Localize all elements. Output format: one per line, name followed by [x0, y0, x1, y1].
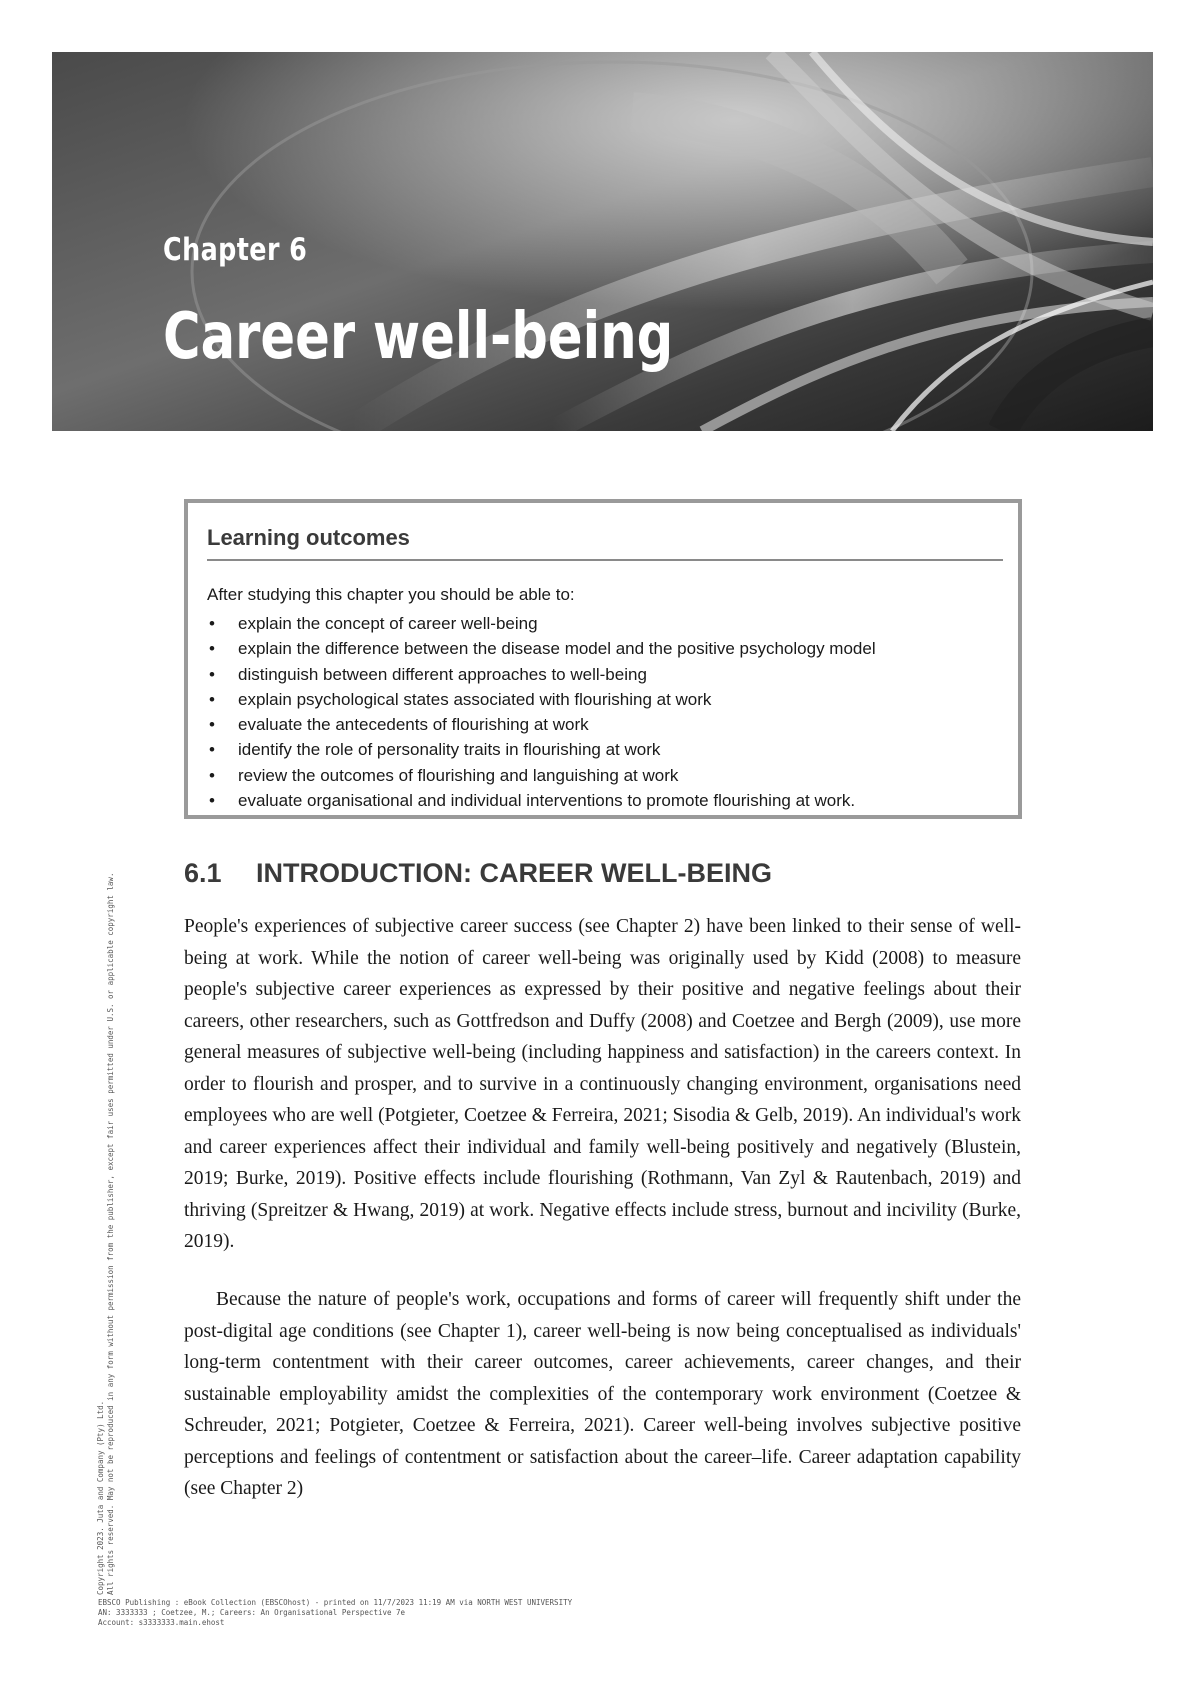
learning-outcomes-intro: After studying this chapter you should be able to: [207, 585, 575, 604]
learning-outcomes-heading: Learning outcomes [207, 525, 1003, 561]
list-item: • identify the role of personality traits in flourishing at work [207, 737, 876, 762]
list-item: • review the outcomes of flourishing and languishing at work [207, 763, 876, 788]
learning-outcomes-box [184, 499, 1022, 819]
copyright-notice [96, 873, 116, 1595]
copyright-line-2: All rights reserved. May not be reproduced in any form without permission from the publisher, except fair uses permitted under U.S. or applicable copyright law. [106, 872, 115, 1595]
section-title: INTRODUCTION: CAREER WELL-BEING [256, 858, 772, 888]
footer-line-3: Account: s3333333.main.ehost [98, 1618, 225, 1627]
learning-outcomes-list [207, 611, 876, 813]
footer-line-2: AN: 3333333 ; Coetzee, M.; Careers: An Organisational Perspective 7e [98, 1608, 406, 1617]
bullet-icon: • [209, 765, 215, 785]
section-number: 6.1 [184, 858, 222, 888]
footer-line-1: EBSCO Publishing : eBook Collection (EBSCOhost) - printed on 11/7/2023 11:19 AM via NORTH WEST UNIVERSITY [98, 1598, 573, 1607]
list-item: • explain the difference between the disease model and the positive psychology model [207, 636, 876, 661]
bullet-icon: • [209, 689, 215, 709]
body-paragraph-1: People's experiences of subjective career success (see Chapter 2) have been linked to their sense of well-being at work. While the notion of career well-being was originally used by Kidd (2008) to measure people's subjective career experiences as expressed by their positive and negative feelings about their careers, other researchers, such as Gottfredson and Duffy (2008) and Coetzee and Bergh (2009), use more general measures of subjective well-being (including happiness and satisfaction) in the careers context. In order to flourish and prosper, and to survive in a continuously changing environment, organisations need employees who are well (Potgieter, Coetzee & Ferreira, 2021; Sisodia & Gelb, 2019). An individual's work and career experiences affect their individual and family well-being positively and negatively (Blustein, 2019; Burke, 2019). Positive effects include flourishing (Rothmann, Van Zyl & Rautenbach, 2019) and thriving (Spreitzer & Hwang, 2019) at work. Negative effects include stress, burnout and incivility (Burke, 2019). [184, 916, 1021, 1252]
list-item: • explain the concept of career well-being [207, 611, 876, 636]
section-heading [184, 858, 772, 889]
bullet-icon: • [209, 614, 215, 633]
chapter-banner [52, 52, 1153, 431]
chapter-title: Career well-being [163, 300, 674, 374]
list-item: • distinguish between different approaches to well-being [207, 662, 876, 687]
body-paragraph-2: Because the nature of people's work, occupations and forms of career will frequently shift under the post-digital age conditions (see Chapter 1), career well-being is now being conceptualised as individuals' long-term contentment with their career outcomes, career achievements, career changes, and their sustainable employability amidst the complexities of the contemporary work environment (Coetzee & Schreuder, 2021; Potgieter, Coetzee & Ferreira, 2021). Career well-being involves subjective positive perceptions and feelings of contentment or satisfaction about the career–life. Career adaptation capability (see Chapter 2) [184, 1289, 1021, 1499]
bullet-icon: • [209, 715, 215, 735]
chapter-label: Chapter 6 [163, 232, 308, 268]
bullet-icon: • [209, 664, 215, 684]
list-item: • evaluate organisational and individual interventions to promote flourishing at work. [207, 788, 876, 813]
bullet-icon: • [209, 639, 215, 659]
list-item: • explain psychological states associated with flourishing at work [207, 687, 876, 712]
bullet-icon: • [209, 791, 215, 811]
bullet-icon: • [209, 740, 215, 760]
copyright-line-1: Copyright 2023. Juta and Company (Pty) Ltd. [96, 1400, 105, 1595]
print-footer [98, 1598, 572, 1628]
list-item: • evaluate the antecedents of flourishing at work [207, 712, 876, 737]
